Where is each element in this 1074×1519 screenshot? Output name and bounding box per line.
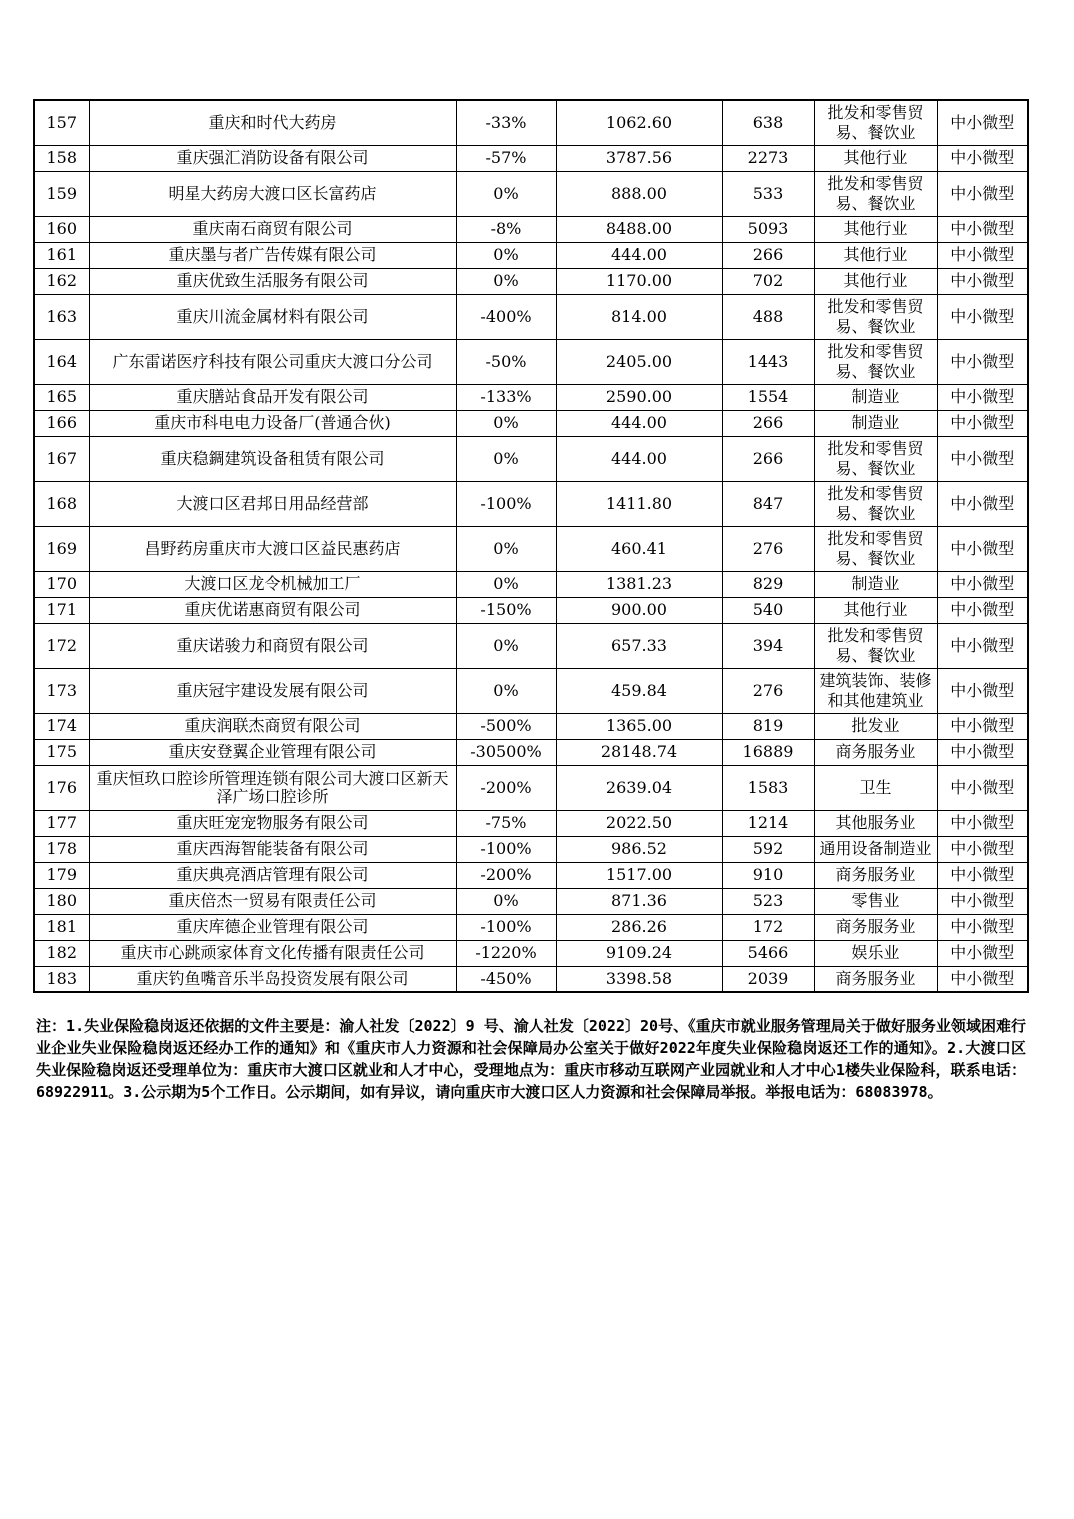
industry-cell: [814, 571, 937, 597]
enterprise-size-cell: 中小微型: [937, 765, 1028, 810]
contribution-amount-cell: 2590.00: [556, 384, 722, 410]
industry-cell: [814, 339, 937, 384]
enterprise-size-cell: 中小微型: [937, 914, 1028, 940]
enterprise-size-cell: 中小微型: [937, 836, 1028, 862]
industry-text: 其他行业: [843, 219, 908, 238]
contribution-amount-cell: 3398.58: [556, 966, 722, 992]
contribution-amount-cell: 1365.00: [556, 713, 722, 739]
layoff-rate-cell: -200%: [456, 862, 556, 888]
row-number-cell: 169: [34, 526, 89, 571]
table-row: [34, 145, 1028, 171]
enterprise-size-cell: 中小微型: [937, 810, 1028, 836]
company-name-cell: 重庆典亮酒店管理有限公司: [89, 862, 456, 888]
industry-text: 批发和零售贸易、餐饮业: [827, 625, 924, 665]
row-number-cell: 170: [34, 571, 89, 597]
refund-amount-cell: 1214: [722, 810, 814, 836]
layoff-rate-cell: -75%: [456, 810, 556, 836]
enterprise-size-cell: 中小微型: [937, 713, 1028, 739]
refund-amount-cell: 2039: [722, 966, 814, 992]
refund-amount-cell: 394: [722, 623, 814, 668]
row-number-cell: 179: [34, 862, 89, 888]
refund-amount-cell: 2273: [722, 145, 814, 171]
company-name-cell: 重庆市心跳顽家体育文化传播有限责任公司: [89, 940, 456, 966]
contribution-amount-cell: 460.41: [556, 526, 722, 571]
table-row: [34, 739, 1028, 765]
layoff-rate-cell: 0%: [456, 526, 556, 571]
contribution-amount-cell: 900.00: [556, 597, 722, 623]
refund-amount-cell: 829: [722, 571, 814, 597]
table-row: [34, 481, 1028, 526]
row-number-cell: 175: [34, 739, 89, 765]
enterprise-size-cell: 中小微型: [937, 481, 1028, 526]
company-name-cell: 重庆冠宇建设发展有限公司: [89, 668, 456, 713]
layoff-rate-cell: -57%: [456, 145, 556, 171]
refund-amount-cell: 266: [722, 242, 814, 268]
enterprise-size-cell: 中小微型: [937, 597, 1028, 623]
contribution-amount-cell: 814.00: [556, 294, 722, 339]
layoff-rate-cell: -450%: [456, 966, 556, 992]
contribution-amount-cell: 1170.00: [556, 268, 722, 294]
contribution-amount-cell: 444.00: [556, 242, 722, 268]
enterprise-size-cell: 中小微型: [937, 268, 1028, 294]
refund-amount-cell: 702: [722, 268, 814, 294]
contribution-amount-cell: 8488.00: [556, 216, 722, 242]
row-number-cell: 158: [34, 145, 89, 171]
industry-text: 商务服务业: [835, 917, 916, 936]
industry-text: 批发业: [851, 716, 900, 735]
company-name-cell: 昌野药房重庆市大渡口区益民惠药店: [89, 526, 456, 571]
layoff-rate-cell: 0%: [456, 242, 556, 268]
table-row: [34, 294, 1028, 339]
enterprise-size-cell: 中小微型: [937, 294, 1028, 339]
company-name-cell: 大渡口区龙令机械加工厂: [89, 571, 456, 597]
table-row: [34, 668, 1028, 713]
refund-amount-cell: 523: [722, 888, 814, 914]
layoff-rate-cell: 0%: [456, 410, 556, 436]
layoff-rate-cell: -1220%: [456, 940, 556, 966]
row-number-cell: 162: [34, 268, 89, 294]
enterprise-size-cell: 中小微型: [937, 216, 1028, 242]
enterprise-size-cell: 中小微型: [937, 242, 1028, 268]
table-row: [34, 384, 1028, 410]
refund-amount-cell: 638: [722, 100, 814, 145]
company-name-cell: 重庆西海智能装备有限公司: [89, 836, 456, 862]
contribution-amount-cell: 286.26: [556, 914, 722, 940]
enterprise-size-cell: 中小微型: [937, 145, 1028, 171]
industry-cell: [814, 242, 937, 268]
company-name-cell: 重庆和时代大药房: [89, 100, 456, 145]
layoff-rate-cell: -50%: [456, 339, 556, 384]
table-row: [34, 339, 1028, 384]
industry-cell: [814, 966, 937, 992]
company-name-cell: 重庆恒玖口腔诊所管理连锁有限公司大渡口区新天泽广场口腔诊所: [89, 765, 456, 810]
company-name-cell: 明星大药房大渡口区长富药店: [89, 171, 456, 216]
table-row: [34, 940, 1028, 966]
industry-cell: [814, 481, 937, 526]
company-name-cell: 重庆南石商贸有限公司: [89, 216, 456, 242]
company-name-cell: 重庆市科电电力设备厂(普通合伙): [89, 410, 456, 436]
industry-text: 批发和零售贸易、餐饮业: [827, 102, 924, 142]
contribution-amount-cell: 1381.23: [556, 571, 722, 597]
industry-cell: [814, 623, 937, 668]
refund-amount-cell: 266: [722, 410, 814, 436]
enterprise-size-cell: 中小微型: [937, 862, 1028, 888]
enterprise-size-cell: 中小微型: [937, 410, 1028, 436]
table-row: [34, 765, 1028, 810]
refund-amount-cell: 910: [722, 862, 814, 888]
enterprise-size-cell: 中小微型: [937, 384, 1028, 410]
industry-cell: [814, 597, 937, 623]
company-name-cell: 重庆润联杰商贸有限公司: [89, 713, 456, 739]
company-name-cell: 大渡口区君邦日用品经营部: [89, 481, 456, 526]
table-row: [34, 571, 1028, 597]
industry-text: 其他行业: [843, 245, 908, 264]
row-number-cell: 167: [34, 436, 89, 481]
industry-cell: [814, 810, 937, 836]
row-number-cell: 181: [34, 914, 89, 940]
row-number-cell: 159: [34, 171, 89, 216]
layoff-rate-cell: 0%: [456, 436, 556, 481]
company-name-cell: 重庆旺宠宠物服务有限公司: [89, 810, 456, 836]
refund-amount-cell: 847: [722, 481, 814, 526]
refund-amount-cell: 276: [722, 668, 814, 713]
company-name-cell: 重庆钓鱼嘴音乐半岛投资发展有限公司: [89, 966, 456, 992]
enterprise-size-cell: 中小微型: [937, 436, 1028, 481]
industry-text: 批发和零售贸易、餐饮业: [827, 483, 924, 523]
table-row: [34, 268, 1028, 294]
refund-amount-cell: 533: [722, 171, 814, 216]
industry-text: 娱乐业: [851, 943, 900, 962]
industry-cell: [814, 100, 937, 145]
contribution-amount-cell: 444.00: [556, 436, 722, 481]
industry-text: 零售业: [851, 891, 900, 910]
row-number-cell: 166: [34, 410, 89, 436]
refund-amount-cell: 540: [722, 597, 814, 623]
row-number-cell: 182: [34, 940, 89, 966]
table-row: [34, 171, 1028, 216]
industry-cell: [814, 436, 937, 481]
layoff-rate-cell: -500%: [456, 713, 556, 739]
contribution-amount-cell: 2022.50: [556, 810, 722, 836]
company-name-cell: 重庆安登翼企业管理有限公司: [89, 739, 456, 765]
refund-amount-cell: 5466: [722, 940, 814, 966]
industry-text: 其他行业: [843, 271, 908, 290]
industry-cell: [814, 410, 937, 436]
layoff-rate-cell: -133%: [456, 384, 556, 410]
industry-text: 其他行业: [843, 600, 908, 619]
table-row: [34, 100, 1028, 145]
industry-cell: [814, 765, 937, 810]
contribution-amount-cell: 986.52: [556, 836, 722, 862]
contribution-amount-cell: 459.84: [556, 668, 722, 713]
industry-cell: [814, 862, 937, 888]
contribution-amount-cell: 444.00: [556, 410, 722, 436]
enterprise-size-cell: 中小微型: [937, 888, 1028, 914]
refund-amount-cell: 819: [722, 713, 814, 739]
industry-text: 建筑装饰、装修和其他建筑业: [819, 670, 932, 710]
table-row: [34, 966, 1028, 992]
industry-text: 商务服务业: [835, 865, 916, 884]
refund-amount-cell: 266: [722, 436, 814, 481]
layoff-rate-cell: -100%: [456, 481, 556, 526]
table-row: [34, 242, 1028, 268]
industry-text: 其他服务业: [835, 813, 916, 832]
industry-text: 批发和零售贸易、餐饮业: [827, 173, 924, 213]
refund-amount-cell: 276: [722, 526, 814, 571]
contribution-amount-cell: 1517.00: [556, 862, 722, 888]
company-name-cell: 重庆膳站食品开发有限公司: [89, 384, 456, 410]
contribution-amount-cell: 888.00: [556, 171, 722, 216]
industry-text: 商务服务业: [835, 742, 916, 761]
company-name-cell: 重庆墨与者广告传媒有限公司: [89, 242, 456, 268]
refund-amount-cell: 592: [722, 836, 814, 862]
industry-text: 批发和零售贸易、餐饮业: [827, 341, 924, 381]
table-row: [34, 597, 1028, 623]
table-row: [34, 914, 1028, 940]
contribution-amount-cell: 871.36: [556, 888, 722, 914]
footnote: 注：1.失业保险稳岗返还依据的文件主要是：渝人社发〔2022〕9 号、渝人社发〔2022〕20号、《重庆市就业服务管理局关于做好服务业领域困难行业企业失业保险稳岗返还经办工作的通知》和《重庆市人力资源和社会保障局办公室关于做好2022年度失业保险稳岗返还工作的通知》。2.大渡口区失业保险稳岗返还受理单位为：重庆市大渡口区就业和人才中心，受理地点为：重庆市移动互联网产业园就业和人才中心1楼失业保险科，联系电话：68922911。3.公示期为5个工作日。公示期间，如有异议，请向重庆市大渡口区人力资源和社会保障局举报。举报电话为：68083978。: [36, 1017, 1026, 1101]
row-number-cell: 174: [34, 713, 89, 739]
layoff-rate-cell: 0%: [456, 623, 556, 668]
contribution-amount-cell: 657.33: [556, 623, 722, 668]
layoff-rate-cell: 0%: [456, 268, 556, 294]
row-number-cell: 168: [34, 481, 89, 526]
company-name-cell: 重庆强汇消防设备有限公司: [89, 145, 456, 171]
enterprise-size-cell: 中小微型: [937, 966, 1028, 992]
table-row: [34, 436, 1028, 481]
enterprise-size-cell: 中小微型: [937, 940, 1028, 966]
company-name-cell: 重庆优诺惠商贸有限公司: [89, 597, 456, 623]
industry-text: 通用设备制造业: [819, 839, 932, 858]
industry-text: 商务服务业: [835, 968, 916, 988]
contribution-amount-cell: 2639.04: [556, 765, 722, 810]
row-number-cell: 183: [34, 966, 89, 992]
row-number-cell: 171: [34, 597, 89, 623]
layoff-rate-cell: -8%: [456, 216, 556, 242]
table-row: [34, 216, 1028, 242]
enterprise-size-cell: 中小微型: [937, 526, 1028, 571]
contribution-amount-cell: 1062.60: [556, 100, 722, 145]
row-number-cell: 157: [34, 100, 89, 145]
layoff-rate-cell: -100%: [456, 914, 556, 940]
company-name-cell: 重庆诺骏力和商贸有限公司: [89, 623, 456, 668]
company-name-cell: 广东雷诺医疗科技有限公司重庆大渡口分公司: [89, 339, 456, 384]
layoff-rate-cell: -33%: [456, 100, 556, 145]
refund-table: [33, 99, 1029, 993]
industry-cell: [814, 294, 937, 339]
contribution-amount-cell: 1411.80: [556, 481, 722, 526]
row-number-cell: 161: [34, 242, 89, 268]
enterprise-size-cell: 中小微型: [937, 339, 1028, 384]
industry-cell: [814, 526, 937, 571]
industry-cell: [814, 888, 937, 914]
table-row: [34, 836, 1028, 862]
industry-text: 批发和零售贸易、餐饮业: [827, 528, 924, 568]
refund-amount-cell: 5093: [722, 216, 814, 242]
layoff-rate-cell: 0%: [456, 171, 556, 216]
layoff-rate-cell: 0%: [456, 571, 556, 597]
layoff-rate-cell: -200%: [456, 765, 556, 810]
industry-cell: [814, 216, 937, 242]
enterprise-size-cell: 中小微型: [937, 668, 1028, 713]
table-row: [34, 862, 1028, 888]
refund-amount-cell: 1583: [722, 765, 814, 810]
row-number-cell: 163: [34, 294, 89, 339]
industry-cell: [814, 914, 937, 940]
enterprise-size-cell: 中小微型: [937, 571, 1028, 597]
industry-cell: [814, 384, 937, 410]
row-number-cell: 165: [34, 384, 89, 410]
company-name-cell: 重庆川流金属材料有限公司: [89, 294, 456, 339]
table-row: [34, 713, 1028, 739]
industry-text: 卫生: [859, 777, 892, 797]
refund-amount-cell: 1443: [722, 339, 814, 384]
contribution-amount-cell: 9109.24: [556, 940, 722, 966]
contribution-amount-cell: 3787.56: [556, 145, 722, 171]
refund-amount-cell: 16889: [722, 739, 814, 765]
industry-text: 制造业: [851, 574, 900, 593]
table-row: [34, 410, 1028, 436]
contribution-amount-cell: 28148.74: [556, 739, 722, 765]
industry-text: 其他行业: [843, 148, 908, 167]
industry-text: 制造业: [851, 413, 900, 432]
layoff-rate-cell: 0%: [456, 888, 556, 914]
table-row: [34, 888, 1028, 914]
table-row: [34, 526, 1028, 571]
industry-text: 制造业: [851, 387, 900, 406]
refund-amount-cell: 1554: [722, 384, 814, 410]
industry-cell: [814, 713, 937, 739]
layoff-rate-cell: -150%: [456, 597, 556, 623]
industry-cell: [814, 836, 937, 862]
row-number-cell: 176: [34, 765, 89, 810]
layoff-rate-cell: -400%: [456, 294, 556, 339]
industry-text: 批发和零售贸易、餐饮业: [827, 438, 924, 478]
layoff-rate-cell: 0%: [456, 668, 556, 713]
row-number-cell: 180: [34, 888, 89, 914]
enterprise-size-cell: 中小微型: [937, 739, 1028, 765]
layoff-rate-cell: -100%: [456, 836, 556, 862]
company-name-cell: 重庆库德企业管理有限公司: [89, 914, 456, 940]
company-name-cell: 重庆稳錭建筑设备租赁有限公司: [89, 436, 456, 481]
industry-text: 批发和零售贸易、餐饮业: [827, 296, 924, 336]
enterprise-size-cell: 中小微型: [937, 100, 1028, 145]
row-number-cell: 177: [34, 810, 89, 836]
row-number-cell: 178: [34, 836, 89, 862]
layoff-rate-cell: -30500%: [456, 739, 556, 765]
row-number-cell: 160: [34, 216, 89, 242]
industry-cell: [814, 171, 937, 216]
industry-cell: [814, 268, 937, 294]
company-name-cell: 重庆倍杰一贸易有限责任公司: [89, 888, 456, 914]
table-row: [34, 623, 1028, 668]
enterprise-size-cell: 中小微型: [937, 623, 1028, 668]
refund-amount-cell: 488: [722, 294, 814, 339]
enterprise-size-cell: 中小微型: [937, 171, 1028, 216]
row-number-cell: 173: [34, 668, 89, 713]
table-row: [34, 810, 1028, 836]
industry-cell: [814, 739, 937, 765]
industry-cell: [814, 668, 937, 713]
company-name-cell: 重庆优致生活服务有限公司: [89, 268, 456, 294]
contribution-amount-cell: 2405.00: [556, 339, 722, 384]
table-body: [34, 100, 1028, 992]
row-number-cell: 172: [34, 623, 89, 668]
row-number-cell: 164: [34, 339, 89, 384]
refund-amount-cell: 172: [722, 914, 814, 940]
industry-cell: [814, 940, 937, 966]
industry-cell: [814, 145, 937, 171]
